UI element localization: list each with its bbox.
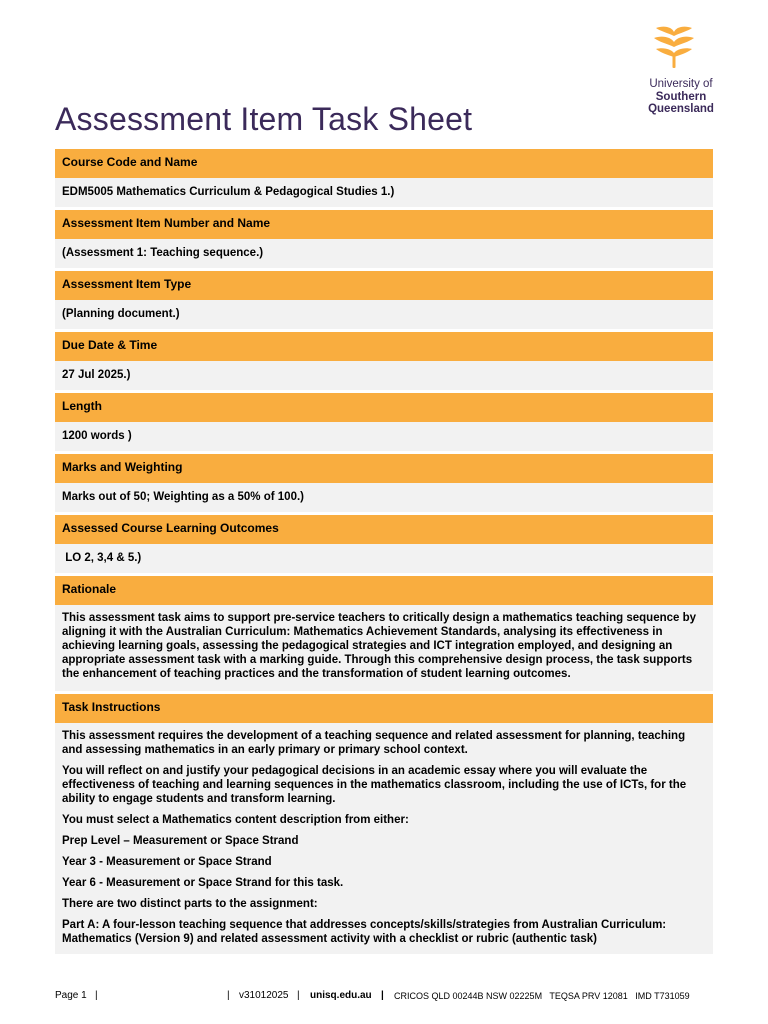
logo-line-3: Queensland (648, 103, 714, 115)
footer-page-number: Page 1 (55, 990, 87, 1001)
section-content (55, 723, 713, 954)
footer-separator: | (95, 990, 98, 1001)
section-content: 1200 words ) (55, 422, 713, 451)
footer-separator: | (227, 990, 230, 1001)
section-heading: Rationale (55, 576, 713, 605)
page-title: Assessment Item Task Sheet (55, 101, 473, 138)
instruction-paragraph: Prep Level – Measurement or Space Strand (62, 835, 299, 847)
footer-version: v31012025 (239, 990, 289, 1001)
instruction-paragraph: Year 6 - Measurement or Space Strand for this task. (62, 877, 344, 889)
instruction-paragraph: You must select a Mathematics content description from either: (62, 814, 409, 826)
section-outcomes (55, 515, 713, 573)
section-rationale (55, 576, 713, 691)
section-content: EDM5005 Mathematics Curriculum & Pedagogical Studies 1.) (55, 178, 713, 207)
section-task-instructions (55, 694, 713, 954)
section-heading: Due Date & Time (55, 332, 713, 361)
instruction-paragraph: You will reflect on and justify your pedagogical decisions in an academic essay where you will evaluate the effectiveness of teaching and learning sequences in the mathematics classroom, including the use of ICTs, for the ability to engage students and transform learning. (62, 765, 687, 805)
section-heading: Assessed Course Learning Outcomes (55, 515, 713, 544)
task-sheet-table (55, 149, 713, 957)
section-heading: Marks and Weighting (55, 454, 713, 483)
section-heading: Course Code and Name (55, 149, 713, 178)
section-content: (Planning document.) (55, 300, 713, 329)
logo-line-1: University of (649, 78, 713, 90)
instruction-paragraph: Year 3 - Measurement or Space Strand (62, 856, 272, 868)
section-content: (Assessment 1: Teaching sequence.) (55, 239, 713, 268)
section-length (55, 393, 713, 451)
section-heading: Task Instructions (55, 694, 713, 723)
section-content: LO 2, 3,4 & 5.) (55, 544, 713, 573)
section-content (55, 605, 713, 691)
section-content: Marks out of 50; Weighting as a 50% of 100.) (55, 483, 713, 512)
footer-website-link[interactable]: unisq.edu.au (310, 990, 372, 1001)
instruction-paragraph: Part A: A four-lesson teaching sequence that addresses concepts/skills/strategies from Australian Curriculum: Mathematics (Version 9) and related assessment activity with a checklist or rubric (authentic task) (62, 919, 667, 945)
section-heading: Length (55, 393, 713, 422)
section-marks (55, 454, 713, 512)
rationale-paragraph: This assessment task aims to support pre-service teachers to critically design a mathematics teaching sequence by aligning it with the Australian Curriculum: Mathematics Achievement Standards, analysing its effectiveness in achieving learning goals, assessing the pedagogical strategies and ICT integration employed, and designing an appropriate assessment task with a marking guide. Through this comprehensive design process, the task supports the enhancement of teaching practices and the transformation of student learning outcomes. (62, 612, 697, 680)
page-footer (55, 990, 715, 1004)
footer-cricos: CRICOS QLD 00244B NSW 02225M TEQSA PRV 12081 IMD T731059 (394, 991, 690, 1001)
university-logo (638, 22, 724, 122)
footer-separator: | (297, 990, 300, 1001)
section-content: 27 Jul 2025.) (55, 361, 713, 390)
logo-line-2: Southern (655, 90, 707, 103)
instruction-paragraph: There are two distinct parts to the assignment: (62, 898, 318, 910)
section-course (55, 149, 713, 207)
section-item-number (55, 210, 713, 268)
section-due-date (55, 332, 713, 390)
section-item-type (55, 271, 713, 329)
instruction-paragraph: This assessment requires the development of a teaching sequence and related assessment for planning, teaching and assessing mathematics in an early primary or primary school context. (62, 730, 686, 756)
footer-separator: | (381, 990, 384, 1001)
logo-emblem-icon (650, 22, 698, 70)
section-heading: Assessment Item Number and Name (55, 210, 713, 239)
section-heading: Assessment Item Type (55, 271, 713, 300)
